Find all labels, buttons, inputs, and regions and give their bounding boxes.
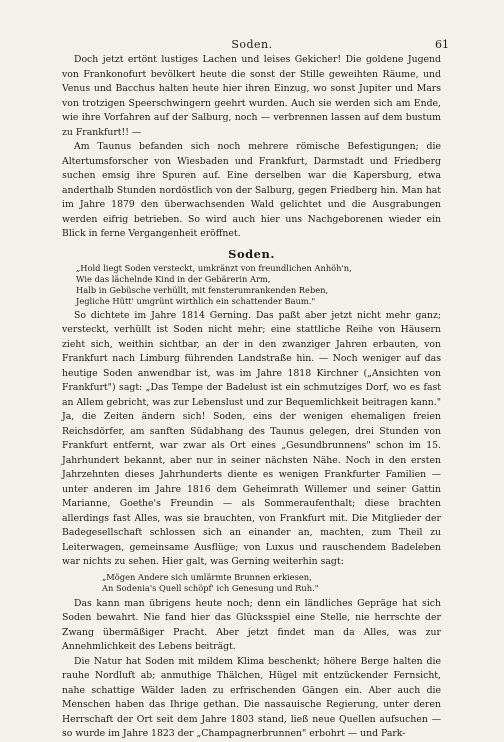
paragraph: So dichtete im Jahre 1814 Gerning. Das paßt aber jetzt nicht mehr ganz; versteckt, verhüllt ist Soden nicht mehr; eine stattliche Reihe von Häusern zieht sich, weithin sichtbar, an der in den zwanziger Jahren erbauten, von Frankfurt nach Limburg führenden Landstraße hin. — Noch weniger auf das heutige Soden anwendbar ist, was im Jahre 1818 Kirchner („Ansichten von Frankfurt") sagt: „Das Tempe der Badelust ist ein schmutziges Dorf, wo es fast an Allem gebricht, was zur Lebenslust und zur Bequemlichkeit beitragen kann." Ja, die Zeiten ändern sich! Soden, eins der wenigen ehemaligen freien Reichsdörfer, am sanften Südabhang des Taunus gelegen, drei Stunden von Frankfurt entfernt, war zwar als Ort eines „Gesundbrunnens" schon im 15. Jahrhundert bekannt, aber nur in seiner nächsten Nähe. Noch in den ersten Jahrzehnten dieses Jahrhunderts diente es wenigen Frankfurter Familien — unter anderen im Jahre 1816 dem Geheimrath Willemer und seiner Gattin Marianne, Goethe's Freundin — als Sommeraufenthalt; diese brachten allerdings fast Alles, was sie brauchten, von Frankfurt mit. Die Mitglieder der Badegesellschaft schlossen sich an einander an, machten, zum Theil zu Leiterwagen, gemeinsame Ausflüge; von Luxus und rauschendem Badeleben war nichts zu sehen. Hier galt, was Gerning weiterhin sagt:: [62, 309, 441, 567]
verse-line: Jegliche Hütt' umgrünt wirthlich ein schattender Baum.": [76, 295, 316, 306]
paragraph: Das kann man übrigens heute noch; denn ein ländliches Gepräge hat sich Soden bewahrt. Nie fand hier das Glücksspiel eine Stelle, nie herrschte der Zwang übermäßiger Pracht. Aber jetzt findet man da Alles, was zur Annehmlichkeit des Lebens beiträgt.: [62, 597, 441, 652]
verse-line: „Mögen Andere sich umlärmte Brunnen erkiesen,: [102, 571, 312, 582]
body-text: [62, 53, 441, 742]
verse-line: „Hold liegt Soden versteckt, umkränzt von freundlichen Anhöh'n,: [76, 262, 352, 273]
verse-line: An Sodenia's Quell schöpf' ich Genesung und Ruh.": [102, 582, 319, 593]
page-header: [0, 38, 504, 52]
paragraph: Am Taunus befanden sich noch mehrere römische Befestigungen; die Altertumsforscher von Wiesbaden und Frankfurt, Darmstadt und Friedberg suchen emsig ihre Spuren auf. Eine derselben war die Kapersburg, etwa anderthalb Stunden nordöstlich von der Salburg, gegen Friedberg hin. Man hat im Jahre 1879 den überwachsenden Wald gelichtet und die Ausgrabungen werden eifrig betrieben. So wird auch hier uns Nachgeborenen wieder ein Blick in ferne Vergangenheit eröffnet.: [62, 141, 441, 239]
paragraph: Die Natur hat Soden mit mildem Klima beschenkt; höhere Berge halten die rauhe Nordluft ab; anmuthige Thälchen, Hügel mit entzückender Fernsicht, nahe schattige Wälder laden zu erfrischenden Gängen ein. Aber auch die Menschen haben das Ihrige gethan. Die nassauische Regierung, unter deren Herrschaft der Ort seit dem Jahre 1803 stand, ließ neue Quellen aufsuchen — so wurde im Jahre 1823 der „Champagnerbrunnen" erbohrt — und Park-: [62, 655, 441, 739]
verse-line: Wie das lächelnde Kind in der Gebärerin Arm,: [76, 273, 271, 284]
paragraph: Doch jetzt ertönt lustiges Lachen und leises Gekicher! Die goldene Jugend von Frankonofurt bevölkert heute die sonst der Stille geweihten Räume, und Venus und Bacchus halten heute hier ihren Einzug, wo sonst Jupiter und Mars von trotzigen Speerschwingern geehrt wurden. Auch sie werden sich am Ende, wie ihre Vorfahren auf der Salburg, noch — verbrennen lassen auf dem bustum zu Frankfurt!! —: [62, 54, 441, 138]
verse-quote: [102, 572, 441, 594]
verse-line: Halb in Gebüsche verhüllt, mit fensterumrankenden Reben,: [76, 284, 329, 295]
section-heading: Soden.: [228, 246, 275, 261]
running-head: Soden.: [231, 38, 273, 51]
verse-quote: [76, 263, 441, 307]
page-number: 61: [435, 38, 449, 51]
